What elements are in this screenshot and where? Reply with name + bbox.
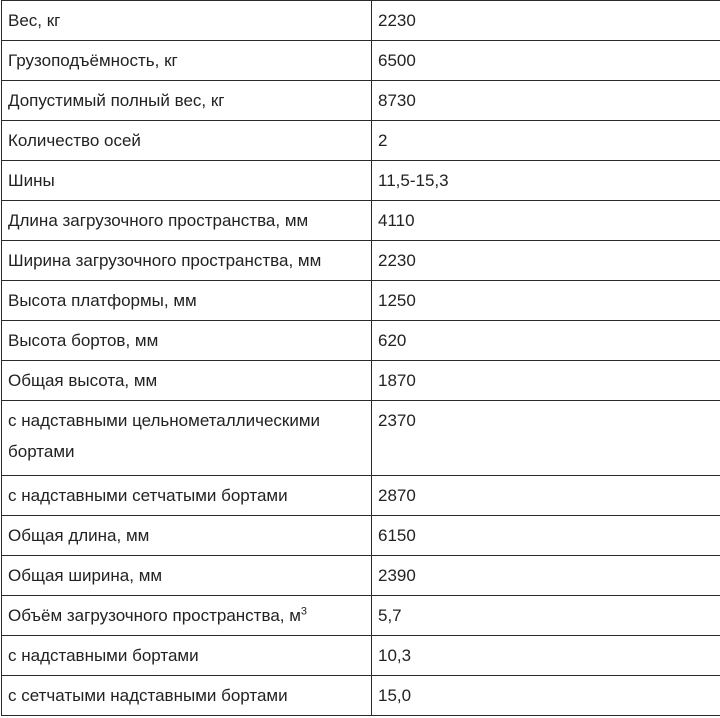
- table-row: [2, 516, 720, 556]
- table-row: [2, 241, 720, 281]
- row-label: Общая ширина, мм: [2, 556, 372, 596]
- table-row: [2, 1, 720, 41]
- table-row: [2, 401, 720, 476]
- table-row: [2, 476, 720, 516]
- row-value: 10,3: [372, 636, 720, 676]
- row-label: Высота платформы, мм: [2, 281, 372, 321]
- table-row: [2, 596, 720, 636]
- table-row: [2, 161, 720, 201]
- row-label: Общая длина, мм: [2, 516, 372, 556]
- row-value: 6500: [372, 41, 720, 81]
- row-label: Шины: [2, 161, 372, 201]
- row-value: 2370: [372, 401, 720, 476]
- unit-superscript: 3: [300, 605, 308, 618]
- row-label: Грузоподъёмность, кг: [2, 41, 372, 81]
- specs-table: [1, 0, 720, 716]
- table-row: [2, 41, 720, 81]
- row-value: 15,0: [372, 676, 720, 716]
- row-label: Вес, кг: [2, 1, 372, 41]
- row-value: 2230: [372, 1, 720, 41]
- row-value: 2390: [372, 556, 720, 596]
- row-value: 8730: [372, 81, 720, 121]
- row-value: 6150: [372, 516, 720, 556]
- table-row: [2, 281, 720, 321]
- table-row: [2, 81, 720, 121]
- row-label-volume: [2, 596, 372, 636]
- row-label: Допустимый полный вес, кг: [2, 81, 372, 121]
- row-value: 2230: [372, 241, 720, 281]
- row-value: 11,5-15,3: [372, 161, 720, 201]
- row-label: с надставными сетчатыми бортами: [2, 476, 372, 516]
- row-value: 4110: [372, 201, 720, 241]
- row-value: 5,7: [372, 596, 720, 636]
- row-label: Длина загрузочного пространства, мм: [2, 201, 372, 241]
- table-row: [2, 636, 720, 676]
- row-value: 1250: [372, 281, 720, 321]
- table-row: [2, 556, 720, 596]
- row-value: 620: [372, 321, 720, 361]
- table-row: [2, 321, 720, 361]
- table-row: [2, 361, 720, 401]
- table-row: [2, 121, 720, 161]
- table-row: [2, 201, 720, 241]
- row-label: Ширина загрузочного пространства, мм: [2, 241, 372, 281]
- row-label: Количество осей: [2, 121, 372, 161]
- table-row: [2, 676, 720, 716]
- row-value: 1870: [372, 361, 720, 401]
- row-label: Высота бортов, мм: [2, 321, 372, 361]
- row-label-text: Объём загрузочного пространства, м: [8, 606, 301, 625]
- row-value: 2870: [372, 476, 720, 516]
- row-label: с надставными цельнометаллическими бортами: [2, 401, 372, 476]
- row-value: 2: [372, 121, 720, 161]
- row-label: с сетчатыми надставными бортами: [2, 676, 372, 716]
- row-label: с надставными бортами: [2, 636, 372, 676]
- row-label: Общая высота, мм: [2, 361, 372, 401]
